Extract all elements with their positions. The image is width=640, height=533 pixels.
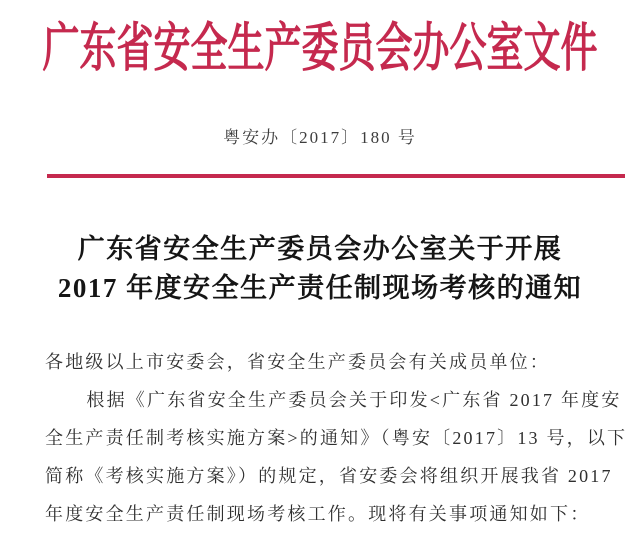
paragraph-line: 简称《考核实施方案》）的规定，省安委会将组织开展我省 2017 <box>45 466 613 486</box>
document-header-org-title: 广东省安全生产委员会办公室文件 <box>42 20 598 79</box>
document-title <box>0 230 640 308</box>
document-title-line-2: 2017 年度安全生产责任制现场考核的通知 <box>57 273 583 303</box>
document-number: 粤安办〔2017〕180 号 <box>223 128 417 147</box>
paragraph-line: 年度安全生产责任制现场考核工作。现将有关事项通知如下： <box>45 504 591 524</box>
paragraph-line: 根据《广东省安全生产委员会关于印发<广东省 2017 年度安 <box>86 390 622 410</box>
red-divider-line <box>47 174 625 178</box>
paragraph-line: 全生产责任制考核实施方案>的通知》（粤安〔2017〕13 号，以下 <box>45 428 628 448</box>
document-title-line-1: 广东省安全生产委员会办公室关于开展 <box>77 234 563 264</box>
document-body <box>45 343 628 533</box>
salutation-line: 各地级以上市安委会，省安全生产委员会有关成员单位： <box>45 352 550 372</box>
